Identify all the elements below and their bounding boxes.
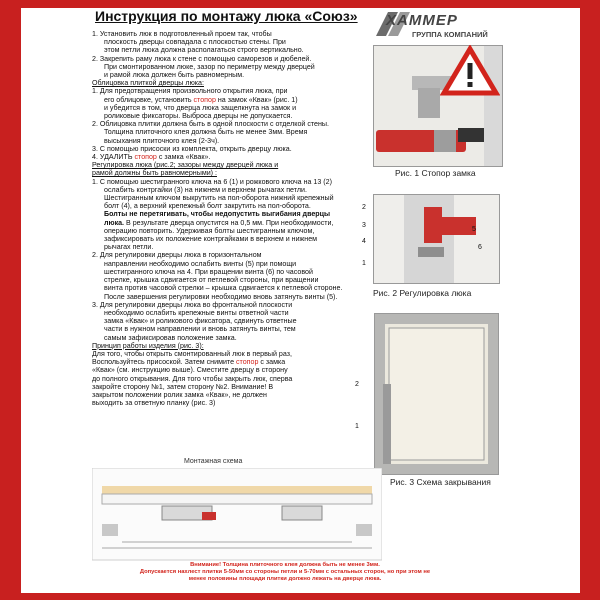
instruction-line: Облицовка плиткой дверцы люка: — [92, 79, 204, 88]
instruction-line: и убедится в том, что дверца люка защелкнута на замок и — [104, 103, 297, 112]
instruction-line: Для того, чтобы открыть смонтированный люк в первый раз, — [92, 349, 292, 358]
instruction-line: закрытом положении ролик замка «Квак», не должен — [92, 390, 267, 399]
figure-2-label: 6 — [478, 244, 482, 251]
instruction-line: зафиксировать их положение контргайками в верхнем и нижнем — [104, 235, 318, 244]
instruction-line: рамой должны быть равномерными) : — [92, 169, 217, 178]
warning-sign-icon — [440, 45, 500, 97]
figure-2-label: 2 — [362, 204, 366, 211]
instruction-line: Болты не перетягивать, чтобы недопустить выгибания дверцы — [104, 210, 331, 219]
instruction-line: 4. УДАЛИТЬ стопор с замка «Квак». — [92, 153, 211, 162]
instruction-line: болт (4), а верхний крепежный болт закрутить на пол-оборота. — [104, 202, 311, 211]
instruction-line: Принцип работы изделия (рис. 3): — [92, 341, 204, 350]
instruction-line: люка. В результате дверца опустится на 0,5 мм. При необходимости, — [104, 218, 334, 227]
instruction-line: Шестигранным ключом выкрутить на пол-оборота нижний крепежный — [104, 194, 334, 203]
instruction-line: необходимо ослабить крепежные винты ответной части — [104, 308, 289, 317]
instruction-line: до полного открывания. Для того чтобы закрыть люк, сперва — [92, 374, 293, 383]
instruction-line: Толщина плиточного клея должна быть не менее 3мм. Время — [104, 128, 308, 137]
diagram-title: Монтажная схема — [184, 458, 243, 465]
logo-name: ХАММЕР — [386, 12, 458, 29]
instruction-line: При смонтированном люке, зазор по периметру между дверцей — [104, 62, 315, 71]
figure-2-label: 5 — [472, 226, 476, 233]
instruction-line: Регулировка люка (рис.2; зазоры между дверцей люка и — [92, 161, 279, 170]
instruction-line: плоскость дверцы совпадала с плоскостью стены. При — [104, 38, 286, 47]
page-title: Инструкция по монтажу люка «Союз» — [95, 8, 358, 24]
figure-3-caption: Рис. 3 Схема закрывания — [390, 477, 491, 487]
figure-2-label: 3 — [362, 222, 366, 229]
figure-2-label: 1 — [362, 260, 366, 267]
logo-subtitle: ГРУППА КОМПАНИЙ — [412, 30, 488, 39]
instruction-line: 1. С помощью шестигранного ключа на 6 (1) и рожкового ключа на 13 (2) — [92, 177, 332, 186]
mounting-diagram — [92, 458, 382, 560]
instruction-line: роликовые фиксаторы. Выброса дверцы не допускается. — [104, 112, 293, 121]
instruction-line: части в нужном направлении и вновь затянуть винты, тем — [104, 325, 296, 334]
figure-2-label: 4 — [362, 238, 366, 245]
figure-3-label: 1 — [355, 423, 359, 430]
instruction-line: стрелке, крышка сдвигается от петлевой стороны, при вращении — [104, 276, 319, 285]
instruction-line: 1. Для предотвращения произвольного открытия люка, при — [92, 87, 288, 96]
figure-2-photo — [373, 194, 500, 284]
instruction-line: шестигранного ключа на 4. При вращении винта (6) по часовой — [104, 267, 313, 276]
warning-line: Внимание! Толщина плиточного клея должна быть не менее 3мм. — [190, 562, 380, 568]
warning-note — [120, 562, 450, 584]
instruction-line: ослабить контргайки (3) на нижнем и верхнем рычагах петли. — [104, 185, 307, 194]
instruction-line: Воспользуйтесь присоской. Затем снимите стопор с замка — [92, 358, 286, 367]
instruction-line: его облицовке, установить стопор на замок «Квак» (рис. 1) — [104, 95, 298, 104]
instruction-line: винта против часовой стрелки – крышка сдвигается к петлевой стороне. — [104, 284, 343, 293]
instruction-line: операцию повторить. Удерживая болты шестигранным ключом, — [104, 226, 315, 235]
instruction-line: этом петли люка должна располагаться строго вертикально. — [104, 46, 304, 55]
instruction-line: 2. Облицовка плитки должна быть в одной плоскости с отделкой стены. — [92, 120, 329, 129]
instruction-text — [92, 30, 362, 407]
figure-1-caption: Рис. 1 Стопор замка — [395, 168, 476, 178]
instruction-line: 3. С помощью присоски из комплекта, открыть дверцу люка. — [92, 144, 292, 153]
instruction-line: самым зафиксировав положение замка. — [104, 333, 237, 342]
instruction-line: 2. Для регулировки дверцы люка в горизонтальном — [92, 251, 262, 260]
instruction-line: 3. Для регулировки дверцы люка во фронтальной плоскости — [92, 300, 293, 309]
instruction-line: закройте сторону №1, затем сторону №2. Внимание! В — [92, 382, 274, 391]
instruction-line: высыхания плиточного клея (2-3ч). — [104, 136, 220, 145]
instruction-line: и рамой люка должен быть равномерным. — [104, 71, 245, 80]
instruction-line: направлении необходимо ослабить винты (5) при помощи — [104, 259, 297, 268]
warning-line: Допускается нахлест плитки 5-50мм со стороны петли и 5-70мм с остальных сторон, но при этом не — [139, 569, 431, 576]
instruction-line: После завершения регулировки необходимо вновь затянуть винты (5). — [104, 292, 338, 301]
instruction-line: выходить за ответную планку (рис. 3) — [92, 399, 216, 408]
instruction-line: рычагах петли. — [104, 243, 154, 252]
figure-3-label: 2 — [355, 381, 359, 388]
instruction-line: «Квак» (см. инструкцию выше). Сместите дверцу в сторону — [92, 366, 288, 375]
figure-2-caption: Рис. 2 Регулировка люка — [373, 288, 472, 298]
figure-3-photo — [374, 313, 499, 475]
instruction-line: замка «Квак» и роликового фиксатора, сдвинуть ответные — [104, 317, 297, 326]
instruction-line: 1. Установить люк в подготовленный проем так, чтобы — [92, 30, 272, 38]
instruction-line: 2. Закрепить раму люка к стене с помощью саморезов и дюбелей. — [92, 54, 312, 63]
warning-line: менее половины площади плитки должно лежать на дверце люка. — [188, 576, 382, 583]
